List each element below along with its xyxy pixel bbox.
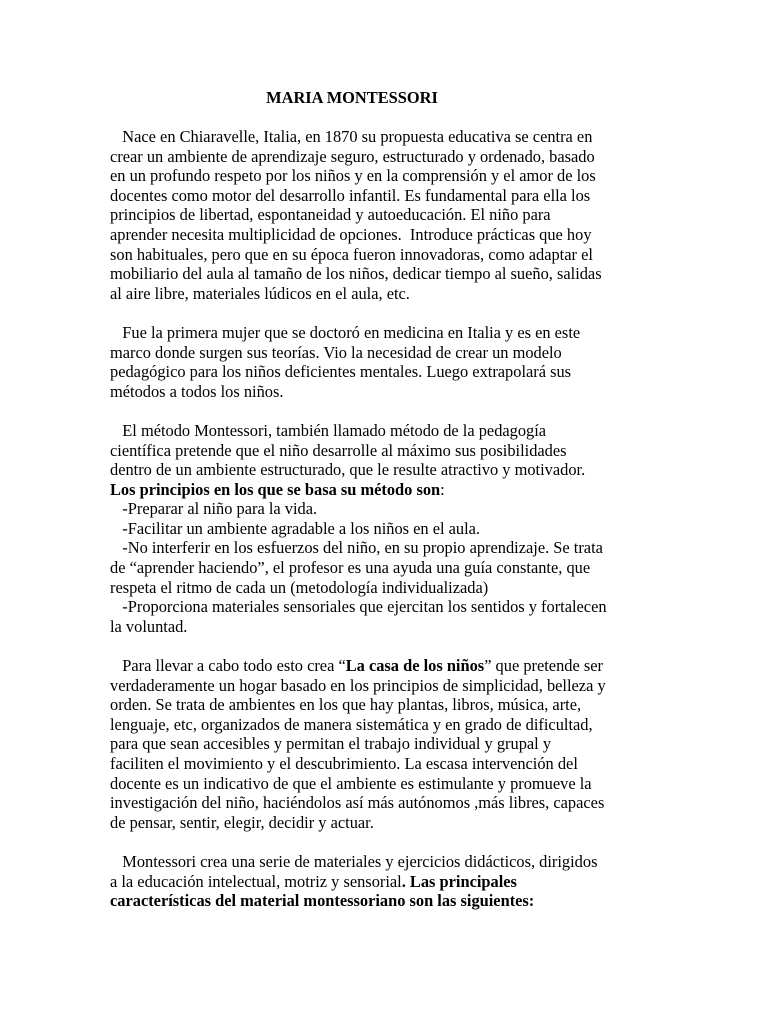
text-line: de pensar, sentir, elegir, decidir y actuar.	[110, 812, 374, 832]
text-line: para que sean accesibles y permitan el trabajo individual y grupal y	[110, 734, 552, 754]
text-line: faciliten el movimiento y el descubrimiento. La escasa intervención del	[110, 754, 578, 773]
paragraph-medicine	[110, 323, 662, 401]
text-line: principios de libertad, espontaneidad y autoeducación. El niño para	[110, 205, 551, 225]
principle-item: la voluntad.	[110, 616, 188, 636]
principle-item: -Proporciona materiales sensoriales que ejercitan los sentidos y fortalecen	[110, 597, 607, 617]
materials-heading-part: . Las principales	[401, 871, 517, 891]
text-line: Fue la primera mujer que se doctoró en medicina en Italia y es en este	[110, 322, 581, 342]
text-segment: ” que pretende ser	[484, 656, 603, 676]
principles-heading: Los principios en los que se basa su método son	[110, 479, 441, 499]
principle-item: de “aprender haciendo”, el profesor es una ayuda una guía constante, que	[110, 558, 591, 578]
text-line	[110, 656, 662, 676]
text-line	[110, 872, 662, 892]
principle-item: -Preparar al niño para la vida.	[110, 499, 318, 519]
text-line: investigación del niño, haciéndolos así más autónomos ,más libres, capaces	[110, 793, 605, 813]
text-line: crear un ambiente de aprendizaje seguro, estructurado y ordenado, basado	[110, 146, 595, 166]
text-line: El método Montessori, también llamado método de la pedagogía	[110, 420, 547, 440]
text-line: lenguaje, etc, organizados de manera sistemática y en grado de dificultad,	[110, 714, 593, 734]
text-line: aprender necesita multiplicidad de opciones. Introduce prácticas que hoy	[110, 224, 592, 244]
materials-heading-part: características del material montessoriano son las siguientes:	[110, 891, 535, 911]
text-segment: a la educación intelectual, motriz y sensorial	[110, 871, 402, 891]
principle-item: respeta el ritmo de cada un (metodología individualizada)	[110, 577, 489, 597]
casa-de-los-ninos-term: La casa de los niños	[345, 656, 485, 676]
paragraph-method	[110, 421, 662, 637]
text-line: docente es un indicativo de que el ambiente es estimulante y promueve la	[110, 773, 592, 793]
paragraph-materials	[110, 852, 662, 911]
text-line: Nace en Chiaravelle, Italia, en 1870 su propuesta educativa se centra en	[110, 127, 593, 146]
text-line: mobiliario del aula al tamaño de los niños, dedicar tiempo al sueño, salidas	[110, 264, 602, 284]
text-line: Montessori crea una serie de materiales y ejercicios didácticos, dirigidos	[110, 851, 598, 871]
paragraph-casa-de-los-ninos	[110, 656, 662, 832]
text-line: métodos a todos los niños.	[110, 381, 284, 401]
principles-heading-line	[110, 480, 662, 500]
text-line: en un profundo respeto por los niños y en la comprensión y el amor de los	[110, 166, 596, 186]
text-line	[110, 891, 662, 911]
text-line: pedagógico para los niños deficientes mentales. Luego extrapolará sus	[110, 362, 572, 382]
text-line: al aire libre, materiales lúdicos en el aula, etc.	[110, 283, 410, 303]
text-segment: Para llevar a cabo todo esto crea “	[110, 656, 346, 676]
principle-item: -No interferir en los esfuerzos del niño, en su propio aprendizaje. Se trata	[110, 538, 603, 558]
paragraph-biography	[110, 127, 662, 303]
text-line: científica pretende que el niño desarrolle al máximo sus posibilidades	[110, 440, 567, 460]
document-body	[110, 127, 662, 930]
text-line: son habituales, pero que en su época fueron innovadoras, como adaptar el	[110, 244, 593, 264]
text-line: verdaderamente un hogar basado en los principios de simplicidad, belleza y	[110, 675, 606, 695]
principle-item: -Facilitar un ambiente agradable a los niños en el aula.	[110, 518, 481, 538]
text-line: marco donde surgen sus teorías. Vio la necesidad de crear un modelo	[110, 342, 562, 362]
document-title: MARIA MONTESSORI	[266, 88, 438, 107]
text-line: docentes como motor del desarrollo infantil. Es fundamental para ella los	[110, 185, 591, 205]
text-line: orden. Se trata de ambientes en los que hay plantas, libros, música, arte,	[110, 695, 582, 715]
principles-colon: :	[440, 479, 445, 499]
text-line: dentro de un ambiente estructurado, que le resulte atractivo y motivador.	[110, 460, 586, 480]
